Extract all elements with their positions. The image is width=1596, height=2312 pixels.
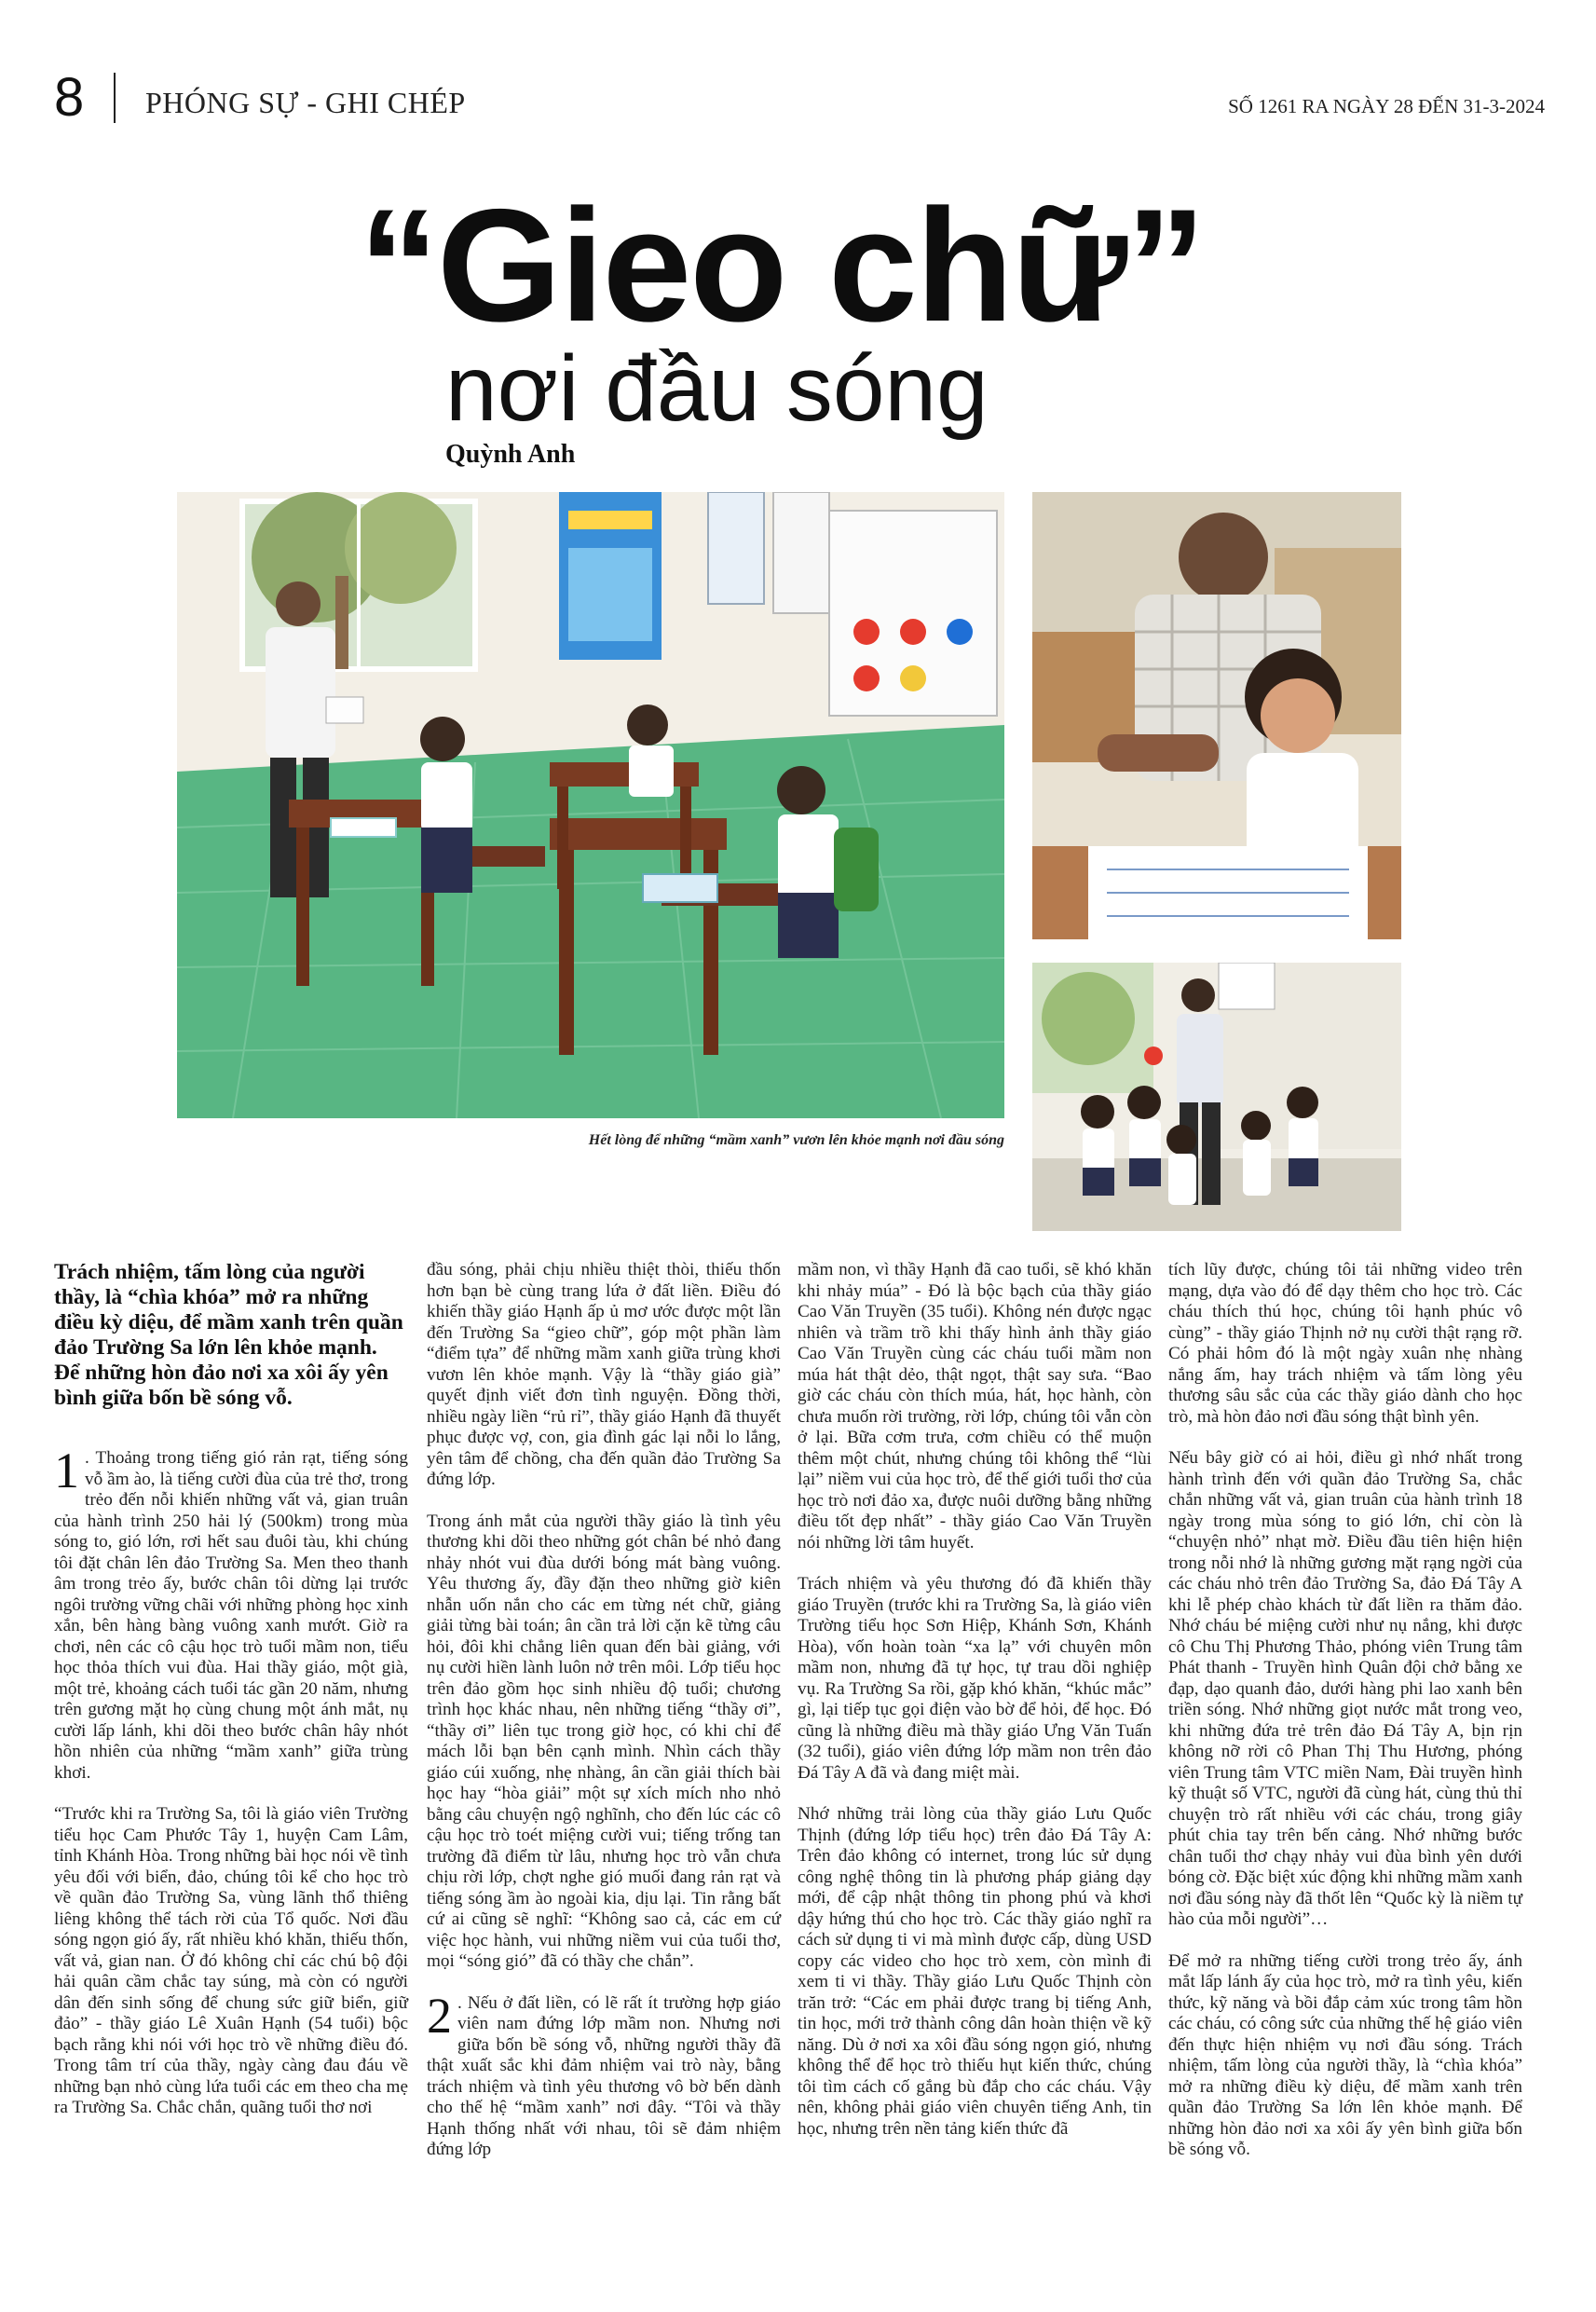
section-name: PHÓNG SỰ - GHI CHÉP: [145, 86, 466, 119]
paragraph: 2 . Nếu ở đất liền, có lẽ rất ít trường hợp giáo viên nam đứng lớp mầm non. Nhưng nơi giữa bốn bề sóng vỗ, những người thầy đã thật xuất sắc khi đảm nhiệm vai trò này, bằng trách nhiệm và tình yêu thương vô bờ bến dành cho thế hệ “mầm xanh” nơi đây. “Tôi và thầy Hạnh thống nhất với nhau, tôi sẽ đảm nhiệm đứng lớp: [427, 1987, 781, 2159]
drop-cap: 2: [427, 1987, 452, 2044]
paragraph: Để mở ra những tiếng cười trong trẻo ấy, ánh mắt lấp lánh ấy của học trò, mở ra tình yêu, kiến thức, kỹ năng và bồi đắp cảm xúc trong tâm hồn các cháu, có công sức của những thế hệ giáo viên đến thực hiện nhiệm vụ nơi đầu sóng. Trách nhiệm, tấm lòng của người thầy, là “chìa khóa” mở ra những điều kỳ diệu, để mầm xanh trên quần đảo Trường Sa lớn lên khỏe mạnh. Để những hòn đảo nơi xa xôi ấy yên bình giữa bốn bề sóng vỗ.: [1168, 1950, 1522, 2159]
paragraph: mầm non, vì thầy Hạnh đã cao tuổi, sẽ khó khăn khi nhảy múa” - Đó là bộc bạch của thầy giáo Cao Văn Truyền (35 tuổi). Không nén được ngạc nhiên và trầm trồ khi thấy hình ảnh thầy giáo Cao Văn Truyền cùng các cháu tuổi mầm non múa hát thật dẻo, thật ngọt, thật say sưa. “Bao giờ các cháu còn thích múa, hát, học hành, còn chưa muốn rời trường, rời lớp, chúng tôi vẫn còn ở lại. Bữa cơm trưa, cơm chiều có thể muộn thêm một chút, nhưng chúng tôi không thể “lùi lại” niềm vui của học trò, để thế giới tuổi thơ của học trò nơi đảo xa, được nuôi dưỡng bằng những điều tốt đẹp nhất” - thầy giáo Cao Văn Truyền nói những lời tâm huyết.: [798, 1260, 1152, 1553]
article-title: “Gieo chữ”: [359, 176, 1205, 355]
article-lead: Trách nhiệm, tấm lòng của người thầy, là “chìa khóa” mở ra những điều kỳ diệu, để mầm xanh trên quần đảo Trường Sa lớn lên khỏe mạnh. Để những hòn đảo nơi xa xôi ấy yên bình giữa bốn bề sóng vỗ.: [54, 1260, 403, 1410]
teacher-helping-photo: [1032, 492, 1401, 939]
article-column-2: [427, 1260, 781, 2161]
drop-cap: 1: [54, 1443, 79, 1498]
article-column-1: [54, 1260, 408, 2119]
children-saluting-photo: [1032, 963, 1401, 1231]
page-header: [54, 65, 1545, 130]
paragraph: Trong ánh mắt của người thầy giáo là tình yêu thương khi dõi theo những gót chân bé nhỏ đang nhảy nhót vui đùa dưới bóng mát bàng vuông. Yêu thương ấy, đầy đặn theo những giờ kiên nhẫn uốn nắn cho các em từng nét chữ, giảng giải từng bài toán; ân cần trả lời cặn kẽ từng câu hỏi, đôi khi chẳng liên quan đến bài giảng, với nụ cười hiền lành luôn nở trên môi. Lớp tiểu học trên đảo gồm học sinh nhiều độ tuổi; chương trình học khác nhau, nên những tiếng “thầy ơi”, “thầy ơi” liên tục trong giờ học, có khi chỉ để mách lỗi bạn bên cạnh mình. Nhìn cách thầy giáo cúi xuống, nhẹ nhàng, ân cần giải thích bài học hay “hòa giải” một sự xích mích nho nhỏ bằng câu chuyện ngộ nghĩnh, cho đến lúc các cô cậu học trò toét miệng cười vui; tiếng trống tan trường đã điểm từ lâu, nhưng học trò vẫn chưa chịu rời lớp, chợt nghe gió muối đang rản rạt và tiếng sóng ầm ào ngoài kia, dịu lại. Tin rằng bất cứ ai cũng sẽ nghĩ: “Không sao cả, các em cứ việc học hành, vui những niềm vui của tuổi thơ, mọi “sóng gió” đã có thầy che chắn”.: [427, 1511, 781, 1971]
header-divider: [114, 73, 116, 123]
paragraph: đầu sóng, phải chịu nhiều thiệt thòi, thiếu thốn hơn bạn bè cùng trang lứa ở đất liền. Điều đó khiến thầy giáo Hạnh ấp ủ mơ ước được một lần đến Trường Sa “gieo chữ”, góp một phần làm “điểm tựa” để những mầm xanh giữa trùng khơi vươn lên khỏe mạnh. Vậy là “thầy giáo già” quyết định viết đơn tình nguyện. Đồng thời, nhiều ngày liền “rủ rỉ”, thầy giáo Hạnh đã thuyết phục được vợ, con, gia đình gác lại nỗi lo lắng, yên tâm để chồng, cha đến quần đảo Trường Sa đứng lớp.: [427, 1260, 781, 1489]
article-column-4: [1168, 1260, 1522, 2161]
classroom-photo: [177, 492, 1004, 1118]
paragraph: Trách nhiệm và yêu thương đó đã khiến thầy giáo Truyền (trước khi ra Trường Sa, là giáo viên Trường tiểu học Sơn Hiệp, Khánh Sơn, Khánh Hòa), vốn hoàn toàn “xa lạ” với chuyên môn mầm non, nhưng đã tự học, tự trau dồi nghiệp vụ. Ra Trường Sa rồi, gặp khó khăn, “khúc mắc” gì, lại tiếp tục gọi điện vào bờ để hỏi, để học. Đó cũng là những điều mà thầy giáo Ưng Văn Tuấn (32 tuổi), giáo viên đứng lớp mầm non trên đảo Đá Tây A đã và đang miệt mài.: [798, 1574, 1152, 1783]
issue-info: SỐ 1261 RA NGÀY 28 ĐẾN 31-3-2024: [1228, 95, 1545, 117]
photo-caption: Hết lòng để những “mầm xanh” vươn lên khỏe mạnh nơi đầu sóng: [588, 1132, 1004, 1148]
article-subtitle: nơi đầu sóng: [445, 336, 989, 441]
paragraph: 1 . Thoảng trong tiếng gió rản rạt, tiếng sóng vỗ ầm ào, là tiếng cười đùa của trẻ thơ, trong trẻo đến nỗi khiến những vất vả, gian truân của hành trình 250 hải lý (500km) trong mùa sóng to, gió lớn, rơi hết sau đuôi tàu, khi chúng tôi đặt chân lên đảo Trường Sa. Men theo thanh âm trong trẻo ấy, bước chân tôi dừng lại trước ngôi trường vững chãi với những phòng học xinh xắn, bên hàng bàng vuông xanh mướt. Giờ ra chơi, nên các cô cậu học trò tuổi mầm non, tiểu học thỏa thích vui đùa. Hai thầy giáo, một già, một trẻ, khoảng cách tuổi tác gần 20 năm, nhưng trên gương mặt họ cùng chung một ánh mắt, nụ cười lấp lánh, khi dõi theo bước chân hây nhót hồn nhiên của những “mầm xanh” giữa trùng khơi.: [54, 1443, 408, 1783]
paragraph: Nếu bây giờ có ai hỏi, điều gì nhớ nhất trong hành trình đến với quần đảo Trường Sa, chắc chắn những vất vả, gian truân của hành trình 18 ngày trong mùa sóng to gió lớn, chỉ còn là “chuyện nhỏ” nhạt mờ. Điều đầu tiên hiện hiện trong nỗi nhớ là những gương mặt rạng ngời của các cháu nhỏ trên đảo Trường Sa, đảo Đá Tây A khi lễ phép chào khách từ đất liền ra thăm đảo. Nhớ cháu bé miệng cười như nụ nắng, khi được cô Chu Thị Phương Thảo, phóng viên Trung tâm Phát thanh - Truyền hình Quân đội chở bằng xe đạp, dạo quanh đảo, dưới hàng phi lao xanh bên triền sóng. Nhớ những giọt nước mắt trong veo, khi những đứa trẻ trên đảo Đá Tây A, bịn rịn không nỡ rời cô Phan Thị Thu Hương, phóng viên Trung tâm VTC miền Nam, Đài truyền hình kỹ thuật số VTC, người đã cùng hát, cùng thủ thỉ chuyện trò rất nhiều với các cháu, trong giây phút chia tay trên bến cảng. Nhớ những bước chân tuổi thơ chạy nhảy vui đùa bình yên dưới bóng cờ. Đặc biệt xúc động khi những mầm xanh nơi đầu sóng này đã thốt lên “Quốc kỳ là niềm tự hào của mỗi người”…: [1168, 1448, 1522, 1929]
article-author: Quỳnh Anh: [445, 440, 576, 469]
page-number: 8: [54, 67, 85, 128]
paragraph: Nhớ những trải lòng của thầy giáo Lưu Quốc Thịnh (đứng lớp tiểu học) trên đảo Đá Tây A: Trên đảo không có internet, trong lúc sử dụng công nghệ thông tin là phương pháp giảng dạy mới, để cập nhật thông tin phong phú và khơi dậy hứng thú cho học trò. Các thầy giáo nghĩ ra cách sử dụng ti vi mà mình được cấp, dùng USD copy các video cho học trò xem, còn mình đi xem ti vi thầy. Thầy giáo Lưu Quốc Thịnh còn trăn trở: “Các em phải được trang bị tiếng Anh, tin học, mới trở thành công dân hoàn thiện về kỹ năng. Dù ở nơi xa xôi đầu sóng ngọn gió, nhưng không thể để học trò thiếu hụt kiến thức, chúng tôi tìm cách cố gắng bù đắp cho các cháu. Vậy nên, không phải giáo viên chuyên tiếng Anh, tin học, nhưng trên nền tảng kiến thức đã: [798, 1804, 1152, 2139]
article-column-3: [798, 1260, 1152, 2140]
paragraph: tích lũy được, chúng tôi tải những video trên mạng, dựa vào đó để dạy thêm cho học trò. Các cháu thích thú học, chúng tôi hạnh phúc vô cùng” - thầy giáo Thịnh nở nụ cười thật rạng rỡ. Có phải hôm đó là một ngày xuân nhẹ nhàng nắng ấm, hay trách nhiệm và tấm lòng yêu thương sâu sắc của các thầy giáo dành cho học trò, mà hòn đảo nơi đầu sóng thật bình yên.: [1168, 1260, 1522, 1427]
paragraph: “Trước khi ra Trường Sa, tôi là giáo viên Trường tiểu học Cam Phước Tây 1, huyện Cam Lâm, tỉnh Khánh Hòa. Trong những bài học nói về tình yêu đối với biển, đảo, chúng tôi kể cho học trò về quần đảo Trường Sa, vùng lãnh thổ thiêng liêng không thể tách rời của Tổ quốc. Nơi đầu sóng ngọn gió ấy, rất nhiều khó khăn, thiếu thốn, vất vả, gian nan. Ở đó không chỉ các chú bộ đội hải quân cầm chắc tay súng, mà còn có người dân đến sinh sống để chung sức giữ biển, giữ đảo” - thầy giáo Lê Xuân Hạnh (54 tuổi) bộc bạch rằng khi nói với học trò về những điều đó. Trong tâm trí của thầy, ngày càng đau đáu về những bạn nhỏ cùng lứa tuổi các em theo cha mẹ ra Trường Sa. Chắc chắn, quãng tuổi thơ nơi: [54, 1804, 408, 2117]
